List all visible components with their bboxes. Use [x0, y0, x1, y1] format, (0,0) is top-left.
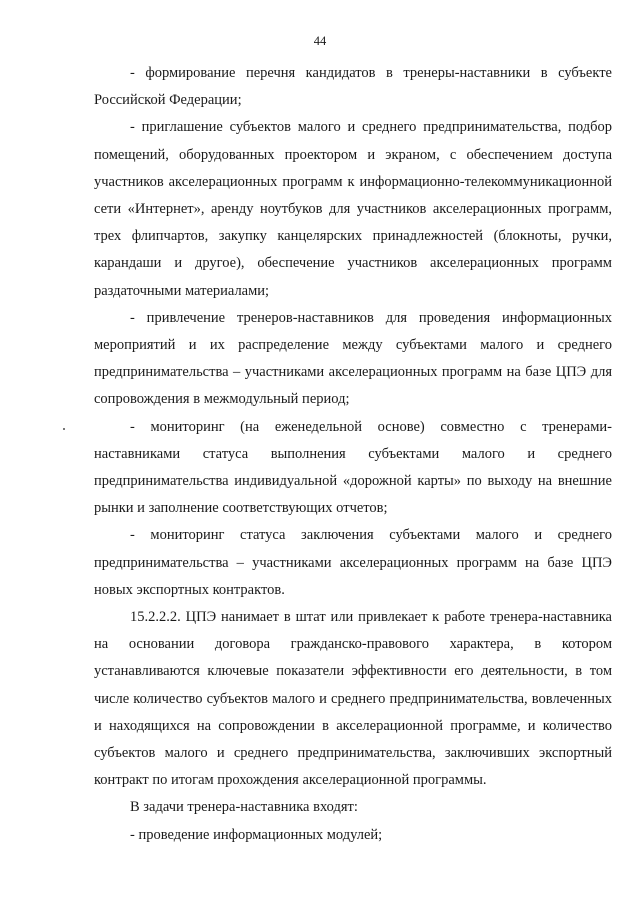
list-item-trainers: - привлечение тренеров-наставников для проведения информационных мероприятий и их распределение между субъектами малого и среднего предпринимательства – участниками акселерационных программ на базе ЦПЭ для сопровождения в межмодульный период; — [94, 309, 612, 408]
page-number: 44 — [313, 34, 327, 48]
tasks-intro: В задачи тренера-наставника входят: — [130, 799, 358, 816]
clause-15-2-2-2: 15.2.2.2. ЦПЭ нанимает в штат или привлекает к работе тренера-наставника на основании договора гражданско-правового характера, в котором устанавливаются ключевые показатели эффективности его деятельности, в том числе количество субъектов малого и среднего предпринимательства, вовлеченных и находящихся на сопровождении в акселерационной программе, и количество субъектов малого и среднего предпринимательства, заключивших экспортный контракт по итогам прохождения акселерационной программы. — [94, 609, 612, 789]
list-item-monitoring-roadmap: - мониторинг (на еженедельной основе) совместно с тренерами-наставниками статуса выполнения субъектами малого и среднего предпринимательства индивидуальной «дорожной карты» по выходу на внешние рынки и заполнение соответствующих отчетов; — [94, 418, 612, 517]
list-item-invitation: - приглашение субъектов малого и среднего предпринимательства, подбор помещений, оборудованных проектором и экраном, с обеспечением доступа участников акселерационных программ к информационно-телекоммуникационной сети «Интернет», аренду ноутбуков для участников акселерационных программ, трех флипчартов, закупку канцелярских принадлежностей (блокноты, ручки, карандаши и другое), обеспечение участников акселерационных программ раздаточными материалами; — [94, 119, 612, 299]
list-item-monitoring-contracts: - мониторинг статуса заключения субъектами малого и среднего предпринимательства – участниками акселерационных программ на базе ЦПЭ новых экспортных контрактов. — [94, 527, 612, 598]
list-item-modules: - проведение информационных модулей; — [130, 826, 383, 843]
scan-speck — [63, 428, 65, 430]
document-body — [94, 60, 612, 849]
list-item-candidates: - формирование перечня кандидатов в тренеры-наставники в субъекте Российской Федерации; — [94, 65, 612, 109]
